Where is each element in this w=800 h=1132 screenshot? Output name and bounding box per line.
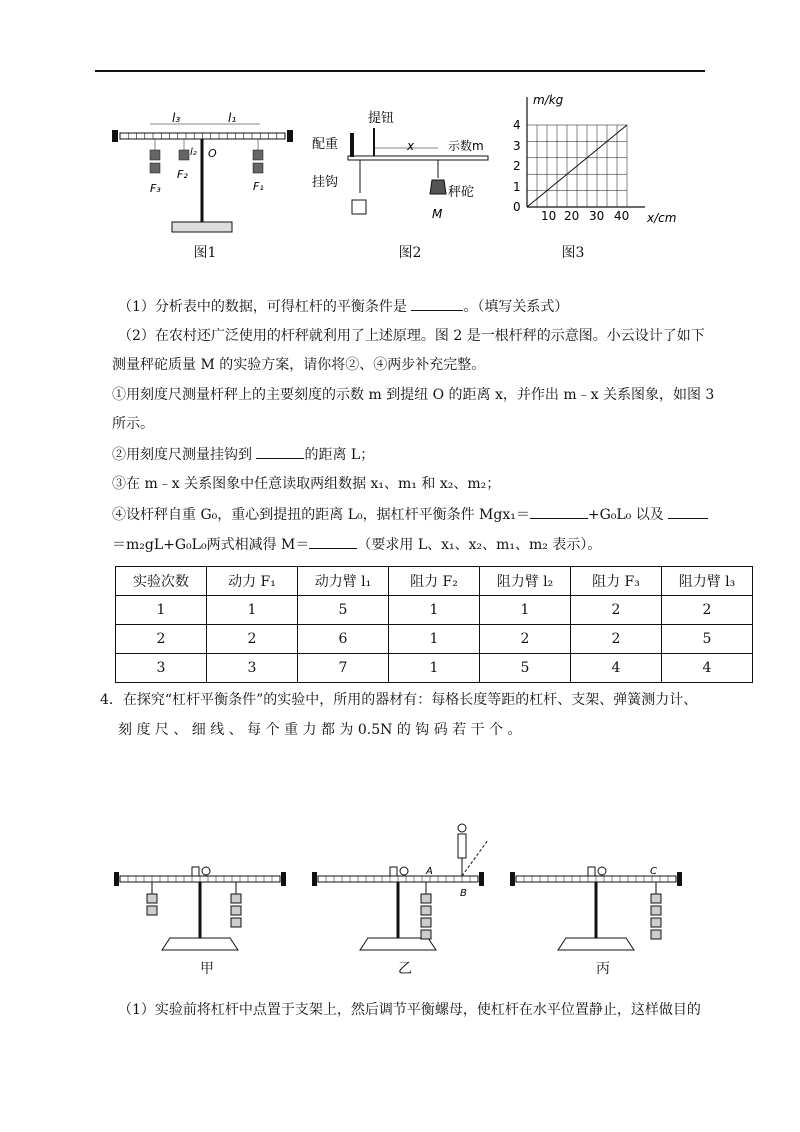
- label-B: B: [460, 888, 467, 899]
- table-cell: 1: [389, 625, 480, 654]
- caption-fig1: 图1: [193, 245, 217, 261]
- blank-q1[interactable]: [411, 296, 463, 311]
- table-cell: 4: [662, 654, 753, 683]
- axis-label-x: x/cm: [647, 211, 677, 225]
- q4-line-1: 4．在探究“杠杆平衡条件”的实验中，所用的器材有：每格长度等距的杠杆、支架、弹簧测力计、: [100, 692, 698, 708]
- caption-fig3: 图3: [561, 245, 585, 261]
- table-cell: 4: [571, 654, 662, 683]
- blank-step4-c[interactable]: [309, 534, 357, 549]
- q2-line-1: （2）在农村还广泛使用的杆秤就利用了上述原理。图 2 是一根杆秤的示意图。小云设计了如下: [118, 328, 705, 344]
- label-tiniu: 提钮: [368, 111, 395, 126]
- table-cell: 2: [116, 625, 207, 654]
- figure-2-steelyard: [310, 108, 500, 228]
- table-cell: 1: [389, 654, 480, 683]
- table-header: 动力臂 l₁: [298, 567, 389, 596]
- label-shishu: 示数m: [448, 139, 484, 153]
- table-cell: 5: [662, 625, 753, 654]
- xtick-30: 30: [589, 209, 605, 223]
- table-cell: 5: [480, 654, 571, 683]
- figure-1-lever: [110, 110, 300, 240]
- q2-line-2: 测量秤砣质量 M 的实验方案，请你将②、④两步补充完整。: [112, 357, 486, 373]
- figure-4-levers: [110, 820, 710, 980]
- q1-line: （1）分析表中的数据，可得杠杆的平衡条件是 。（填写关系式）: [118, 296, 718, 317]
- table-cell: 3: [116, 654, 207, 683]
- label-l3: l₃: [172, 111, 181, 125]
- table-cell: 1: [116, 596, 207, 625]
- label-F3: F₃: [150, 182, 161, 195]
- label-M: M: [432, 207, 443, 221]
- label-C: C: [650, 866, 657, 877]
- ytick-4: 4: [513, 118, 521, 132]
- table-cell: 6: [298, 625, 389, 654]
- table-cell: 2: [571, 625, 662, 654]
- caption-yi: 乙: [398, 961, 412, 977]
- table-header: 阻力臂 l₂: [480, 567, 571, 596]
- step1-line-2: 所示。: [112, 416, 154, 432]
- label-A: A: [426, 866, 433, 877]
- label-l1: l₁: [228, 111, 237, 125]
- table-cell: 5: [298, 596, 389, 625]
- table-row: [116, 654, 753, 683]
- ytick-2: 2: [513, 159, 521, 173]
- xtick-10: 10: [541, 209, 557, 223]
- table-header: 实验次数: [116, 567, 207, 596]
- label-F1: F₁: [253, 180, 264, 193]
- q4-part1-line: （1）实验前将杠杆中点置于支架上，然后调节平衡螺母，使杠杆在水平位置静止，这样做目的: [118, 1002, 701, 1018]
- table-row: [116, 596, 753, 625]
- table-header: 阻力 F₂: [389, 567, 480, 596]
- table-header: 阻力臂 l₃: [662, 567, 753, 596]
- table-cell: 1: [389, 596, 480, 625]
- table-cell: 2: [480, 625, 571, 654]
- label-x: x: [407, 139, 415, 153]
- ytick-3: 3: [513, 139, 521, 153]
- table-cell: 1: [480, 596, 571, 625]
- table-cell: 7: [298, 654, 389, 683]
- label-peizhong: 配重: [312, 137, 339, 152]
- label-guagou: 挂钩: [312, 175, 339, 190]
- table-cell: 2: [662, 596, 753, 625]
- label-O: O: [208, 147, 217, 160]
- header-rule: [95, 70, 705, 72]
- table-cell: 2: [571, 596, 662, 625]
- figure-3-graph: [505, 92, 705, 232]
- caption-bing: 丙: [596, 961, 610, 977]
- step3-line: ③在 m﹣x 关系图象中任意读取两组数据 x₁、m₁ 和 x₂、m₂；: [112, 476, 501, 492]
- xtick-40: 40: [614, 209, 630, 223]
- blank-step2[interactable]: [256, 444, 304, 459]
- step4-line-1: ④设杆秤自重 G₀，重心到提扭的距离 L₀，据杠杆平衡条件 Mgx₁＝ +G₀L₀ 以及: [112, 504, 712, 525]
- ytick-1: 1: [513, 180, 521, 194]
- step1-line-1: ①用刻度尺测量杆秤上的主要刻度的示数 m 到提纽 O 的距离 x，并作出 m﹣x 关系图象，如图 3: [112, 387, 715, 403]
- data-table: [115, 566, 753, 683]
- axis-label-m: m/kg: [533, 93, 564, 107]
- caption-fig2: 图2: [398, 245, 422, 261]
- q4-line-2: 刻 度 尺 、 细 线 、 每 个 重 力 都 为 0.5N 的 钩 码 若 干 个 。: [118, 722, 522, 738]
- label-l2: l₂: [190, 147, 197, 158]
- label-F2: F₂: [177, 168, 188, 181]
- table-cell: 1: [207, 596, 298, 625]
- table-header: 阻力 F₃: [571, 567, 662, 596]
- blank-step4-b[interactable]: [668, 504, 708, 519]
- step4-line-2: ＝m₂gL+G₀L₀两式相减得 M＝ （要求用 L、x₁、x₂、m₁、m₂ 表示）。: [112, 534, 712, 555]
- caption-jia: 甲: [200, 961, 214, 977]
- table-cell: 3: [207, 654, 298, 683]
- ytick-0: 0: [513, 200, 521, 214]
- table-row: [116, 625, 753, 654]
- table-cell: 2: [207, 625, 298, 654]
- table-header-row: [116, 567, 753, 596]
- table-header: 动力 F₁: [207, 567, 298, 596]
- blank-step4-a[interactable]: [530, 504, 588, 519]
- label-chengtuo: 秤砣: [448, 185, 475, 200]
- xtick-20: 20: [564, 209, 580, 223]
- step2-line: ②用刻度尺测量挂钩到 的距离 L；: [112, 444, 712, 465]
